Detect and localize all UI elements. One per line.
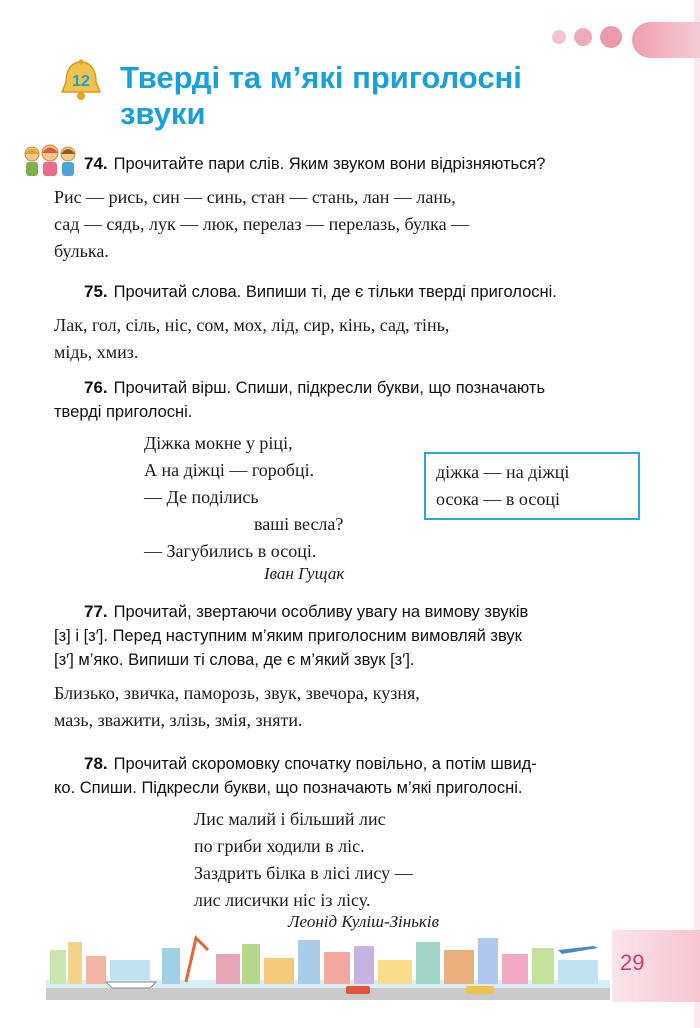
- text-line: мідь, хмиз.: [54, 342, 139, 362]
- task-text: [з] і [з′]. Перед наступним м’яким приголосним вимовляй звук: [54, 627, 522, 645]
- exercise-77: [54, 600, 644, 734]
- note-line: діжка — на діжці: [436, 462, 570, 482]
- poem-line: по гриби ходили в ліс.: [194, 836, 365, 856]
- exercise-number: 74.: [84, 154, 108, 173]
- poem-line: — Де поділись: [144, 487, 259, 507]
- poem-line: лис лисички ніс із лісу.: [194, 890, 371, 910]
- exercise-76: [54, 376, 644, 424]
- dot-large: [600, 26, 622, 48]
- text-line: Лак, гол, сіль, ніс, сом, мох, лід, сир, кінь, сад, тінь,: [54, 315, 450, 335]
- task-text: Прочитайте пари слів. Яким звуком вони відрізняються?: [113, 155, 546, 173]
- task-text: Прочитай, звертаючи особливу увагу на вимову звуків: [113, 603, 529, 621]
- task-text: Прочитай слова. Випиши ті, де є тільки тверді приголосні.: [113, 283, 557, 301]
- exercise-text-74: [54, 184, 644, 265]
- poem-line: Діжка мокне у ріці,: [144, 433, 293, 453]
- exercise-75: [54, 280, 644, 366]
- exercise-number: 75.: [84, 282, 108, 301]
- task-76: [54, 376, 644, 424]
- note-line: осока — в осоці: [436, 489, 560, 509]
- exercise-text-75: [54, 312, 644, 366]
- task-text: Прочитай вірш. Спиши, підкресли букви, що позначають: [113, 379, 546, 397]
- text-line: Близько, звичка, паморозь, звук, звечора, кузня,: [54, 683, 420, 703]
- poem-line: — Загубились в осоці.: [144, 541, 317, 561]
- poem-line: ваші весла?: [254, 514, 344, 534]
- poem-line: А на діжці — горобці.: [144, 460, 315, 480]
- exercise-number: 76.: [84, 378, 108, 397]
- exercise-74: [54, 152, 644, 265]
- task-77: [54, 600, 644, 672]
- dot-small: [552, 30, 566, 44]
- lesson-number: 12: [72, 73, 90, 90]
- text-line: мазь, зважити, злізь, змія, зняти.: [54, 710, 303, 730]
- author-78: Леонід Куліш-Зіньків: [288, 912, 439, 931]
- task-74: [54, 152, 644, 176]
- lesson-title: [120, 60, 580, 132]
- exercise-number: 77.: [84, 602, 108, 621]
- poem-76: [144, 430, 343, 565]
- lesson-title-line2: звуки: [120, 96, 206, 131]
- decorative-dots: [548, 22, 700, 62]
- task-78: [54, 752, 644, 800]
- city-illustration: [46, 930, 610, 1000]
- dot-medium: [574, 28, 592, 46]
- poem-line: Заздрить білка в лісі лису —: [194, 863, 413, 883]
- bell-icon: [56, 58, 106, 106]
- exercise-text-77: [54, 680, 644, 734]
- task-text: Прочитай скоромовку спочатку повільно, а потім швид-: [113, 755, 537, 773]
- task-75: [54, 280, 644, 304]
- text-line: Рис — рись, син — синь, стан — стань, лан — лань,: [54, 187, 456, 207]
- note-box: [424, 452, 640, 520]
- text-line: сад — сядь, лук — люк, перелаз — перелазь, булка —: [54, 214, 470, 234]
- task-text: [з′] м’яко. Випиши ті слова, де є м’який звук [з′].: [54, 651, 415, 669]
- exercise-78: [54, 752, 644, 800]
- task-text: тверді приголосні.: [54, 403, 193, 421]
- text-line: булька.: [54, 241, 109, 261]
- lesson-title-line1: Тверді та м’які приголосні: [120, 60, 522, 95]
- poem-line: Лис малий і більший лис: [194, 809, 386, 829]
- task-text: ко. Спиши. Підкресли букви, що позначають м’які приголосні.: [54, 779, 523, 797]
- poem-78: [194, 806, 413, 914]
- page-number: 29: [620, 950, 645, 975]
- author-76: Іван Гущак: [264, 564, 345, 583]
- page-edge-strip: [694, 0, 700, 1028]
- exercise-number: 78.: [84, 754, 108, 773]
- header-pill: [632, 22, 700, 58]
